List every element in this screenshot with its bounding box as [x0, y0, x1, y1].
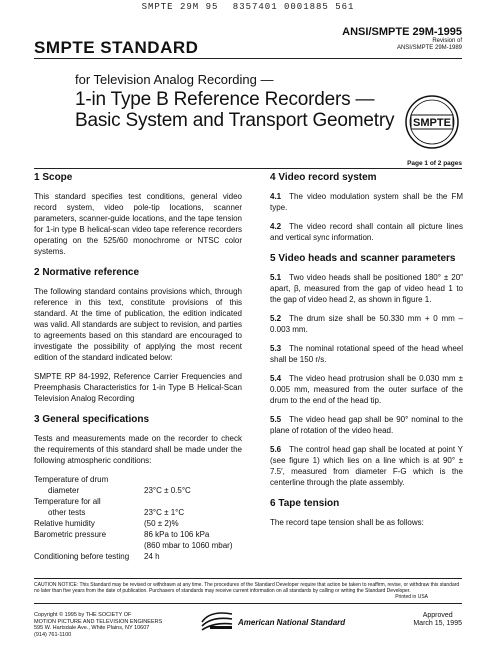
clause-5-5-text: The video head gap shall be 90° nominal to the plane of rotation of the video head. — [270, 415, 463, 435]
normative-text: The following standard contains provisions which, through reference in this text, constitute provisions of this standard. At the time of publication, the edition indicated was valid. All standards are subject to revision, and parties to agreements based on this standard are encouraged to investigate the possibility of applying the most recent edition of the standard indicated below: — [34, 287, 242, 362]
caution-text: CAUTION NOTICE: This Standard may be revised or withdrawn at any time. The procedures of the Standard Developer require that action be taken to reaffirm, revise, or withdraw this standard no later than five years from the date of publication. Purchasers of standards may receive current information on all standards by calling or writing the Standard Developer. — [34, 582, 460, 594]
header-rule — [34, 58, 462, 59]
pressure-value-mbar: (860 mbar to 1060 mbar) — [144, 541, 233, 550]
ans-label: American National Standard — [238, 617, 346, 627]
scope-text: This standard specifies test conditions, general video record system, video pole-tip locations, scanner parameters, scanner-guide locations, and the tape tension for 1-in type B helical-scan video tape reference recorders operating on the 525/60 monochrome or NTSC color systems. — [34, 192, 242, 256]
copyright-line-3: 595 W. Hartsdale Ave., White Plains, NY 10607 — [34, 625, 150, 631]
document-title — [75, 89, 394, 131]
clause-5-2-num: 5.2 — [270, 314, 282, 323]
right-column — [270, 172, 463, 536]
clause-5-6-text: The control head gap shall be located at point Y (see figure 1) which lies on a line which is at 90° ± 7.5′, measured from diameter F-G which is the centerline through the plate assembly. — [270, 445, 463, 487]
copyright-block — [34, 612, 162, 638]
standard-identifier — [342, 26, 462, 52]
revision-line-2: ANSI/SMPTE 29M-1989 — [396, 45, 462, 51]
humidity-label: Relative humidity — [34, 519, 95, 528]
clause-4-1 — [270, 191, 463, 213]
clause-5-4 — [270, 373, 463, 406]
clause-5-3-num: 5.3 — [270, 344, 282, 353]
scope-heading: 1 Scope — [34, 172, 73, 183]
drum-label-cont: diameter — [48, 486, 80, 495]
caution-notice — [34, 578, 462, 604]
clause-5-5-num: 5.5 — [270, 415, 282, 424]
title-line-2: Basic System and Transport Geometry — [75, 110, 395, 131]
drum-value: 23°C ± 0.5°C — [144, 486, 191, 495]
tension-text: The record tape tension shall be as follows: — [270, 518, 424, 527]
document-code-line — [0, 2, 496, 12]
clause-4-2-text: The video record shall contain all picture lines and vertical sync information. — [270, 222, 463, 242]
clause-5-6 — [270, 444, 463, 488]
clause-5-3-text: The nominal rotational speed of the head wheel shall be 150 r/s. — [270, 344, 463, 364]
approved-label: Approved — [422, 612, 453, 619]
code-part-1: SMPTE 29M 95 — [141, 2, 219, 12]
copyright-line-2: MOTION PICTURE AND TELEVISION ENGINEERS — [34, 618, 163, 625]
clause-5-3 — [270, 343, 463, 365]
conditioning-value: 24 h — [144, 552, 160, 561]
code-part-2: 8357401 0001885 561 — [232, 2, 355, 12]
normative-heading: 2 Normative reference — [34, 267, 140, 278]
humidity-value: (50 ± 2)% — [144, 519, 179, 528]
standard-label: SMPTE STANDARD — [34, 38, 199, 57]
clause-5-2-text: The drum size shall be 50.330 mm + 0 mm – 0.003 mm. — [270, 314, 463, 334]
revision-line-1: Revision of — [432, 38, 462, 44]
clause-5-4-text: The video head protrusion shall be 0.030 mm ± 0.005 mm, measured from the outer surface of the drum to the end of the head tip. — [270, 374, 463, 405]
approval-block — [413, 612, 462, 628]
copyright-line-1: Copyright © 1995 by THE SOCIETY OF — [34, 612, 132, 618]
ans-logo-icon — [200, 610, 234, 634]
printed-in: Printed in USA — [395, 594, 428, 600]
pressure-value: 86 kPa to 106 kPa — [144, 530, 210, 539]
approved-date: March 15, 1995 — [413, 620, 462, 627]
pressure-label: Barometric pressure — [34, 530, 107, 539]
clause-5-4-num: 5.4 — [270, 374, 282, 383]
general-text: Tests and measurements made on the recorder to check the requirements of this standard shall be made under the following atmospheric conditions: — [34, 434, 242, 465]
clause-4-2-num: 4.2 — [270, 222, 282, 231]
clause-4-1-text: The video modulation system shall be the FM type. — [270, 192, 463, 212]
identifier: ANSI/SMPTE 29M-1995 — [342, 26, 462, 38]
general-heading: 3 General specifications — [34, 414, 150, 425]
clause-4-2 — [270, 221, 463, 243]
smpte-logo — [404, 94, 460, 150]
clause-4-1-num: 4.1 — [270, 192, 282, 201]
conditioning-label: Conditioning before testing — [34, 552, 130, 561]
copyright-line-4: (914) 761-1100 — [34, 631, 72, 638]
video-record-heading: 4 Video record system — [270, 172, 377, 183]
other-label-cont: other tests — [48, 508, 86, 517]
conditions-table — [34, 474, 242, 562]
clause-5-6-num: 5.6 — [270, 445, 282, 454]
tension-heading: 6 Tape tension — [270, 498, 340, 509]
left-column — [34, 172, 242, 570]
content-rule — [34, 168, 462, 169]
page-indicator: Page 1 of 2 pages — [407, 160, 462, 167]
logo-text: SMPTE — [413, 117, 451, 129]
document-subtitle: for Television Analog Recording — — [75, 72, 274, 87]
title-line-1: 1-in Type B Reference Recorders — — [75, 89, 375, 110]
clause-5-2 — [270, 313, 463, 335]
drum-label: Temperature of drum — [34, 475, 109, 484]
ans-mark — [200, 610, 345, 634]
other-value: 23°C ± 1°C — [144, 508, 185, 517]
heads-heading: 5 Video heads and scanner parameters — [270, 253, 456, 264]
clause-5-5 — [270, 414, 463, 436]
clause-5-1 — [270, 272, 463, 305]
other-label: Temperature for all — [34, 497, 101, 506]
clause-5-1-text: Two video heads shall be positioned 180° ± 20″ apart, β, measured from the gap of video head 1 to the gap of video head 2, as shown in figure 1. — [270, 273, 463, 304]
clause-5-1-num: 5.1 — [270, 273, 282, 282]
normative-reference: SMPTE RP 84-1992, Reference Carrier Frequencies and Preemphasis Characteristics for 1-in Type B Helical-Scan Television Analog Recording — [34, 372, 242, 403]
